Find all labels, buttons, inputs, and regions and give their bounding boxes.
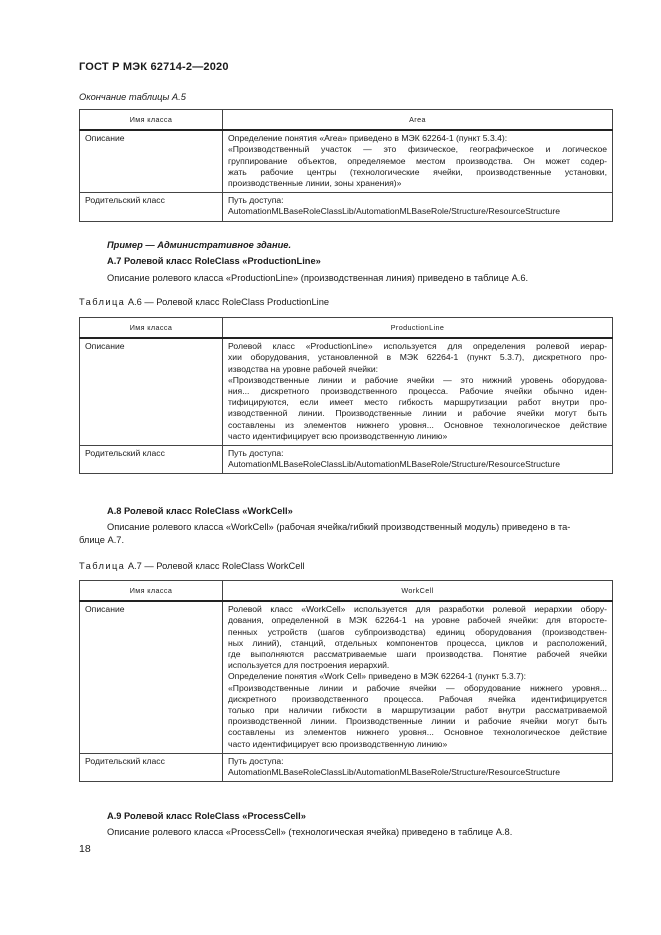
row-description	[223, 338, 613, 445]
table-row	[80, 130, 613, 193]
text-line: дискретного производственного процесса. Рабочая ячейка идентифицируется	[228, 693, 607, 704]
section-a8-paragraph-line2: блице А.7.	[79, 535, 125, 545]
table-a5	[79, 109, 613, 222]
row-access-path	[223, 753, 613, 781]
table-a5-caption: Окончание таблицы А.5	[79, 92, 186, 102]
text-line: пенных устройств (шагов субпроизводства) единиц оборудования (производствен-	[228, 626, 607, 637]
text-line: Определение понятия «Area» приведено в МЭК 62264-1 (пункт 5.3.4):	[228, 133, 508, 144]
text-line: тифицируются, если имеет место гибкость маршрутизации работ внутри про-	[228, 397, 607, 408]
text-line: Ролевой класс «WorkCell» используется для разработки ролевой иерархии обору-	[228, 604, 607, 615]
table-a5-col2-header: Area	[223, 110, 613, 131]
section-a8-paragraph-line1: Описание ролевого класса «WorkCell» (рабочая ячейка/гибкий производственный модуль) приведено в та-	[107, 522, 571, 532]
text-line: группирование объектов, определяемое местом производства. Он может содер-	[228, 155, 607, 166]
row-label: Родительский класс	[80, 753, 223, 781]
text-line: производственной линии. Производственные линии и рабочие ячейки могут быть	[228, 716, 607, 727]
row-label: Родительский класс	[80, 446, 223, 474]
table-a5-col1-header: Имя класса	[80, 110, 223, 131]
table-row	[80, 193, 613, 221]
section-a7-paragraph: Описание ролевого класса «ProductionLine» (производственная линия) приведено в таблице А.6.	[107, 273, 529, 283]
text-line: используется для построения иерархий.	[228, 660, 390, 671]
example-note: Пример — Административное здание.	[107, 240, 292, 250]
table-a6-col2-header: ProductionLine	[223, 318, 613, 339]
text-line: «Производственные линии и рабочие ячейки — это нижний уровень оборудова-	[228, 374, 607, 385]
table-a6-caption	[79, 297, 329, 307]
text-line: Путь доступа:	[228, 755, 284, 766]
table-a6-col1-header: Имя класса	[80, 318, 223, 339]
text-line: часто идентифицирует всю производственную линию»	[228, 738, 448, 749]
text-line: изводственной линии. Производственные линии и рабочие ячейки могут быть	[228, 408, 607, 419]
text-line: Определение понятия «Work Cell» приведено в МЭК 62264-1 (пункт 5.3.7):	[228, 671, 527, 682]
text-line: «Производственные линии и рабочие ячейки — оборудование нижнего уровня...	[228, 682, 607, 693]
section-a7-heading: А.7 Ролевой класс RoleClass «ProductionLine»	[107, 256, 321, 266]
text-line: Путь доступа:	[228, 195, 284, 206]
section-a9-paragraph: Описание ролевого класса «ProcessCell» (технологическая ячейка) приведено в таблице А.8.	[107, 827, 513, 837]
text-line: изводства на уровне рабочей ячейки:	[228, 363, 379, 374]
caption-text: А.6 — Ролевой класс RoleClass ProductionLine	[127, 297, 330, 307]
row-description	[223, 130, 613, 193]
text-line: часто идентифицирует всю производственную линию»	[228, 430, 448, 441]
document-header: ГОСТ Р МЭК 62714-2—2020	[79, 61, 229, 73]
table-row	[80, 446, 613, 474]
row-description	[223, 601, 613, 753]
caption-label: Таблица	[79, 297, 126, 307]
text-line: составлены из элементов нижнего уровня... Основное технологическое действие	[228, 419, 607, 430]
caption-text: А.7 — Ролевой класс RoleClass WorkCell	[127, 561, 305, 571]
text-line: составлены из элементов нижнего уровня... Основное технологическое действие	[228, 727, 607, 738]
table-row	[80, 601, 613, 753]
row-label: Родительский класс	[80, 193, 223, 221]
text-line: ных линий), станций, отдельных компонентов процесса, циклов и расположений,	[228, 637, 607, 648]
text-line: дования, определенной в МЭК 62264-1 на уровне рабочей ячейки: для второсте-	[228, 615, 607, 626]
text-line: Ролевой класс «ProductionLine» используется для определения ролевой иерар-	[228, 341, 607, 352]
row-label: Описание	[80, 601, 223, 753]
table-a6	[79, 317, 613, 474]
text-line: «Производственный участок — это физическое, географическое и логическое	[228, 144, 607, 155]
row-label: Описание	[80, 130, 223, 193]
text-line: AutomationMLBaseRoleClassLib/AutomationMLBaseRole/Structure/ResourceStructure	[228, 767, 560, 778]
text-line: Путь доступа:	[228, 448, 284, 459]
text-line: AutomationMLBaseRoleClassLib/AutomationMLBaseRole/Structure/ResourceStructure	[228, 459, 560, 470]
text-line: производственные линии, зоны хранения)»	[228, 178, 402, 189]
caption-label: Таблица	[79, 561, 126, 571]
row-access-path	[223, 193, 613, 221]
table-row	[80, 338, 613, 445]
text-line: хии оборудования, установленной в МЭК 62264-1 (пункт 5.3.7), дискретного про-	[228, 352, 607, 363]
text-line: жать рабочие центры (технологические ячейки, производственные установки,	[228, 166, 607, 177]
table-a7-col1-header: Имя класса	[80, 581, 223, 602]
table-a7	[79, 580, 613, 782]
table-row	[80, 753, 613, 781]
table-a7-caption	[79, 561, 305, 571]
section-a8-heading: А.8 Ролевой класс RoleClass «WorkCell»	[107, 506, 293, 516]
table-a7-col2-header: WorkCell	[223, 581, 613, 602]
page-number: 18	[79, 843, 91, 855]
row-label: Описание	[80, 338, 223, 445]
text-line: AutomationMLBaseRoleClassLib/AutomationMLBaseRole/Structure/ResourceStructure	[228, 206, 560, 217]
row-access-path	[223, 446, 613, 474]
section-a9-heading: А.9 Ролевой класс RoleClass «ProcessCell»	[107, 811, 306, 821]
text-line: только при наличии гибкости в маршрутизации работ внутри рассматриваемой	[228, 705, 607, 716]
text-line: ния... дискретного производственного процесса. Рабочие ячейки обычно иден-	[228, 386, 607, 397]
text-line: где выполняются рассматриваемые шаги производства. Понятие рабочей ячейки	[228, 649, 607, 660]
